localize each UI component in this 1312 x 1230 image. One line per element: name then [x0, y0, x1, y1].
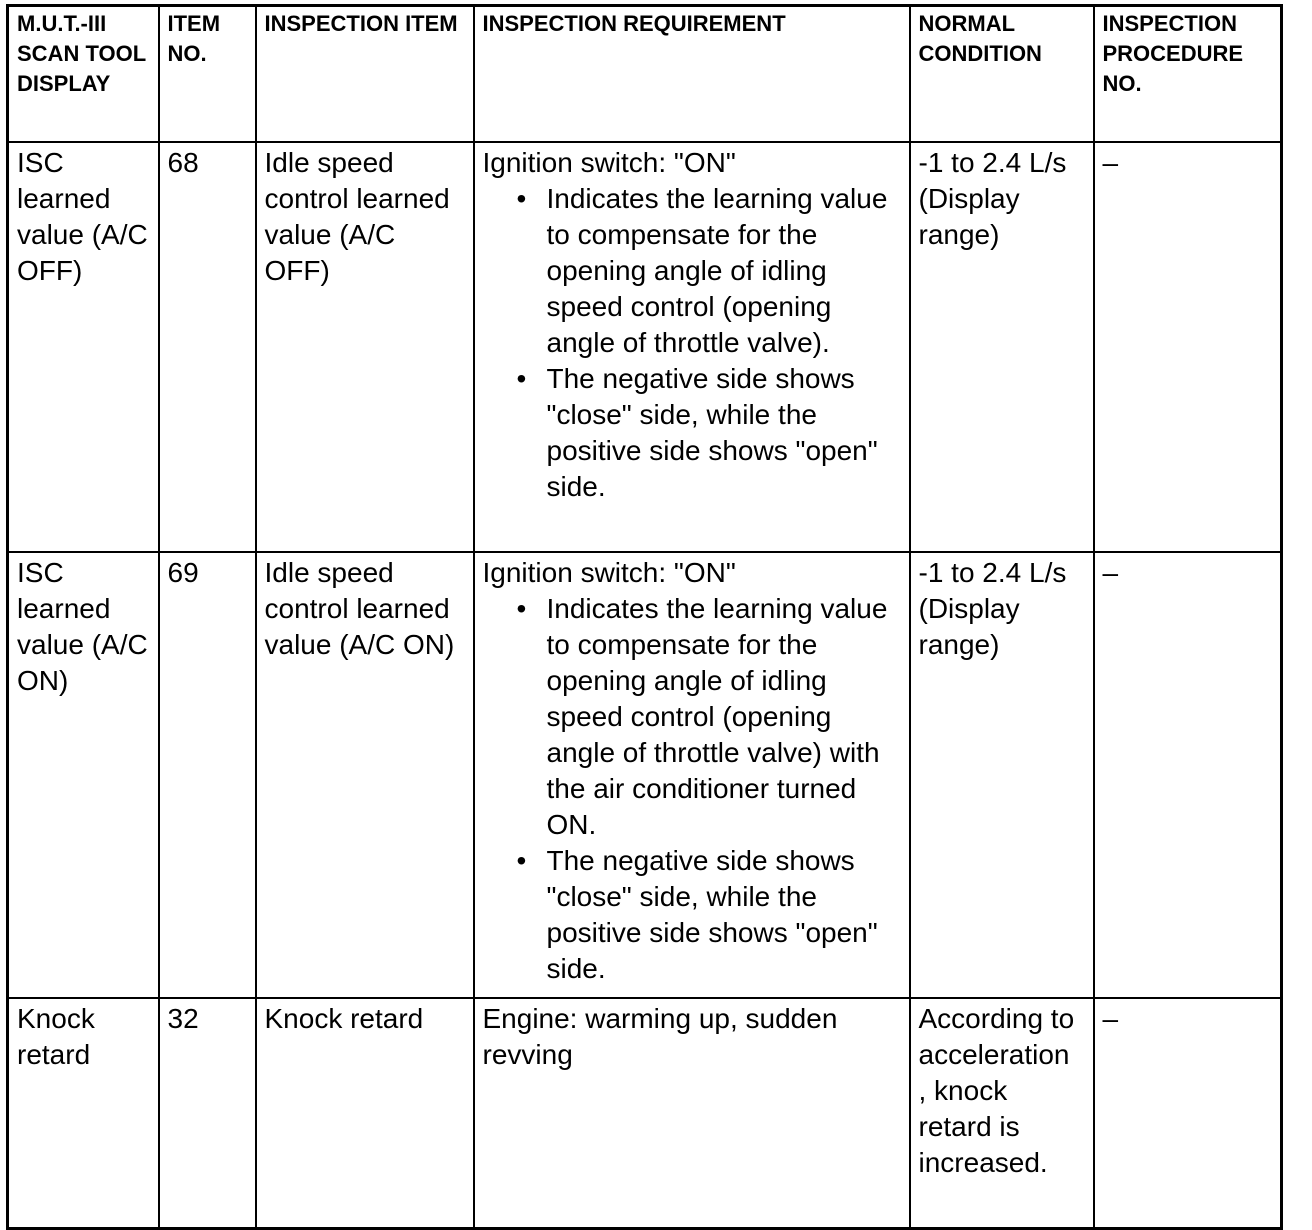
header-inspection-item: INSPECTION ITEM	[256, 6, 474, 143]
cell-procedure-no: –	[1094, 142, 1282, 552]
bullet-icon: •	[516, 845, 527, 876]
bullet-text: The negative side shows "close" side, while the positive side shows "open" side.	[546, 363, 878, 502]
inspection-table	[6, 4, 1283, 1230]
list-item	[516, 361, 901, 505]
bullet-text: Indicates the learning value to compensate for the opening angle of idling speed control (opening angle of throttle valve) with the air conditioner turned ON.	[546, 593, 888, 840]
requirement-bullets	[483, 181, 901, 505]
header-inspection-requirement: INSPECTION REQUIREMENT	[474, 6, 910, 143]
bullet-text: Indicates the learning value to compensate for the opening angle of idling speed control (opening angle of throttle valve).	[546, 183, 888, 358]
cell-procedure-no: –	[1094, 552, 1282, 998]
header-scan-tool-display: M.U.T.-III SCAN TOOL DISPLAY	[8, 6, 159, 143]
table-row	[8, 142, 1282, 552]
requirement-lead: Ignition switch: "ON"	[482, 147, 736, 178]
table-row	[8, 552, 1282, 998]
requirement-bullets	[483, 591, 901, 987]
bullet-icon: •	[516, 183, 527, 214]
cell-inspection-requirement: Engine: warming up, sudden revving	[474, 998, 910, 1229]
list-item	[516, 843, 901, 987]
bullet-icon: •	[516, 363, 527, 394]
list-item	[516, 181, 901, 361]
table-row	[8, 998, 1282, 1229]
header-procedure-no: INSPECTION PROCEDURE NO.	[1094, 6, 1282, 143]
header-item-no: ITEM NO.	[159, 6, 256, 143]
bullet-text: The negative side shows "close" side, while the positive side shows "open" side.	[546, 845, 878, 984]
bullet-icon: •	[516, 593, 527, 624]
cell-normal-condition: According to acceleration , knock retard is increased.	[910, 998, 1094, 1229]
cell-inspection-requirement	[474, 142, 910, 552]
requirement-lead: Ignition switch: "ON"	[482, 557, 736, 588]
cell-inspection-item: Idle speed control learned value (A/C OFF)	[256, 142, 474, 552]
cell-inspection-item: Knock retard	[256, 998, 474, 1229]
cell-item-no: 69	[159, 552, 256, 998]
header-row	[8, 6, 1282, 143]
cell-display: ISC learned value (A/C ON)	[8, 552, 159, 998]
cell-display: ISC learned value (A/C OFF)	[8, 142, 159, 552]
cell-item-no: 32	[159, 998, 256, 1229]
cell-display: Knock retard	[8, 998, 159, 1229]
header-normal-condition: NORMAL CONDITION	[910, 6, 1094, 143]
cell-normal-condition: -1 to 2.4 L/s (Display range)	[910, 552, 1094, 998]
cell-inspection-item: Idle speed control learned value (A/C ON)	[256, 552, 474, 998]
cell-procedure-no: –	[1094, 998, 1282, 1229]
cell-normal-condition: -1 to 2.4 L/s (Display range)	[910, 142, 1094, 552]
cell-inspection-requirement	[474, 552, 910, 998]
cell-item-no: 68	[159, 142, 256, 552]
list-item	[516, 591, 901, 843]
